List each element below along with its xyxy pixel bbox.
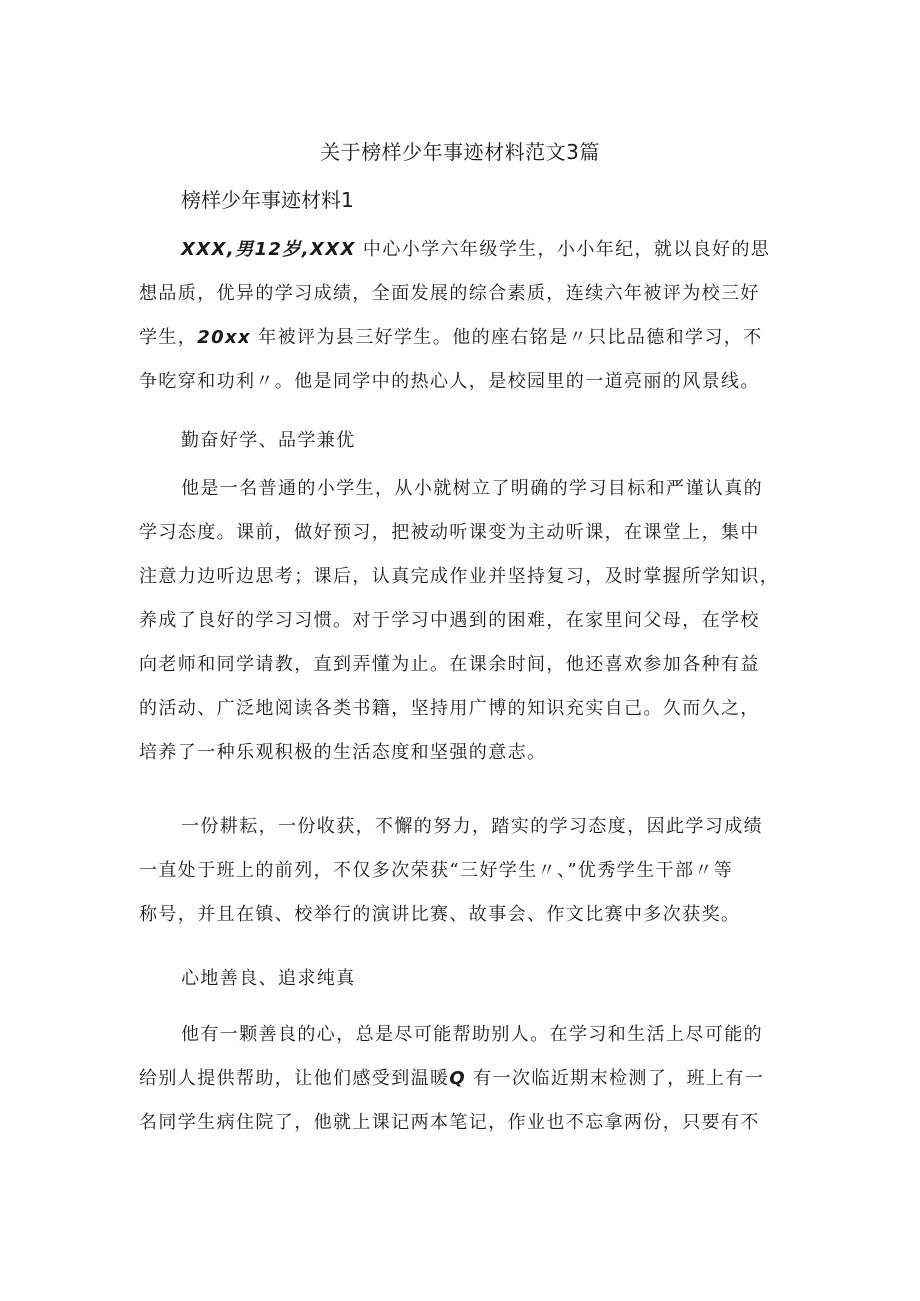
section-heading: 榜样少年事迹材料1 xyxy=(181,188,354,212)
student-info: XXX,男12岁,XXX xyxy=(181,239,356,260)
paragraph-line: 学习态度。课前，做好预习，把被动听课变为主动听课，在课堂上，集中 xyxy=(139,522,760,543)
paragraph-line: XXX,男12岁,XXX 中心小学六年级学生，小小年纪，就以良好的思 xyxy=(181,239,771,260)
paragraph-line: 向老师和同学请教，直到弄懂为止。在课余时间，他还喜欢参加各种有益 xyxy=(139,654,760,675)
paragraph-intro xyxy=(139,228,799,404)
paragraph-line: 养成了良好的学习习惯。对于学习中遇到的困难，在家里问父母，在学校 xyxy=(139,610,760,631)
paragraph-line: 他是一名普通的小学生，从小就树立了明确的学习目标和严谨认真的 xyxy=(181,478,763,499)
paragraph-line: 的活动、广泛地阅读各类书籍，坚持用广博的知识充实自己。久而久之， xyxy=(139,698,760,719)
paragraph-kindness xyxy=(139,1013,799,1145)
document-title: 关于榜样少年事迹材料范文3篇 xyxy=(320,140,600,164)
paragraph-line: 想品质，优异的学习成绩，全面发展的综合素质，连续六年被评为校三好 xyxy=(139,283,760,304)
paragraph-line: 学生，20xx 年被评为县三好学生。他的座右铭是〃只比品德和学习，不 xyxy=(139,327,763,348)
paragraph-achievements xyxy=(139,805,799,937)
paragraph-line: 一份耕耘，一份收获，不懈的努力，踏实的学习态度，因此学习成绩 xyxy=(181,816,763,837)
inline-glyph: Q xyxy=(449,1068,467,1089)
paragraph-line: 培养了一种乐观积极的生活态度和坚强的意志。 xyxy=(139,742,547,763)
paragraph-line: 称号，并且在镇、校举行的演讲比赛、故事会、作文比赛中多次获奖。 xyxy=(139,904,741,925)
paragraph-line: 他有一颗善良的心，总是尽可能帮助别人。在学习和生活上尽可能的 xyxy=(181,1024,763,1045)
paragraph-line: 名同学生病住院了，他就上课记两本笔记，作业也不忘拿两份，只要有不 xyxy=(139,1112,760,1133)
paragraph-line: 争吃穿和功利〃。他是同学中的热心人，是校园里的一道亮丽的风景线。 xyxy=(139,371,760,392)
subheading-diligent: 勤奋好学、品学兼优 xyxy=(181,430,356,451)
paragraph-line: 注意力边听边思考；课后，认真完成作业并坚持复习，及时掌握所学知识， xyxy=(139,566,780,587)
year-value: 20xx xyxy=(197,327,252,348)
paragraph-line: 给别人提供帮助，让他们感受到温暖Q 有一次临近期末检测了，班上有一 xyxy=(139,1068,765,1089)
subheading-kindness: 心地善良、追求纯真 xyxy=(181,968,356,989)
paragraph-study xyxy=(139,467,799,775)
paragraph-line: 一直处于班上的前列，不仅多次荣获“三好学生〃、”优秀学生干部〃等 xyxy=(139,860,734,881)
